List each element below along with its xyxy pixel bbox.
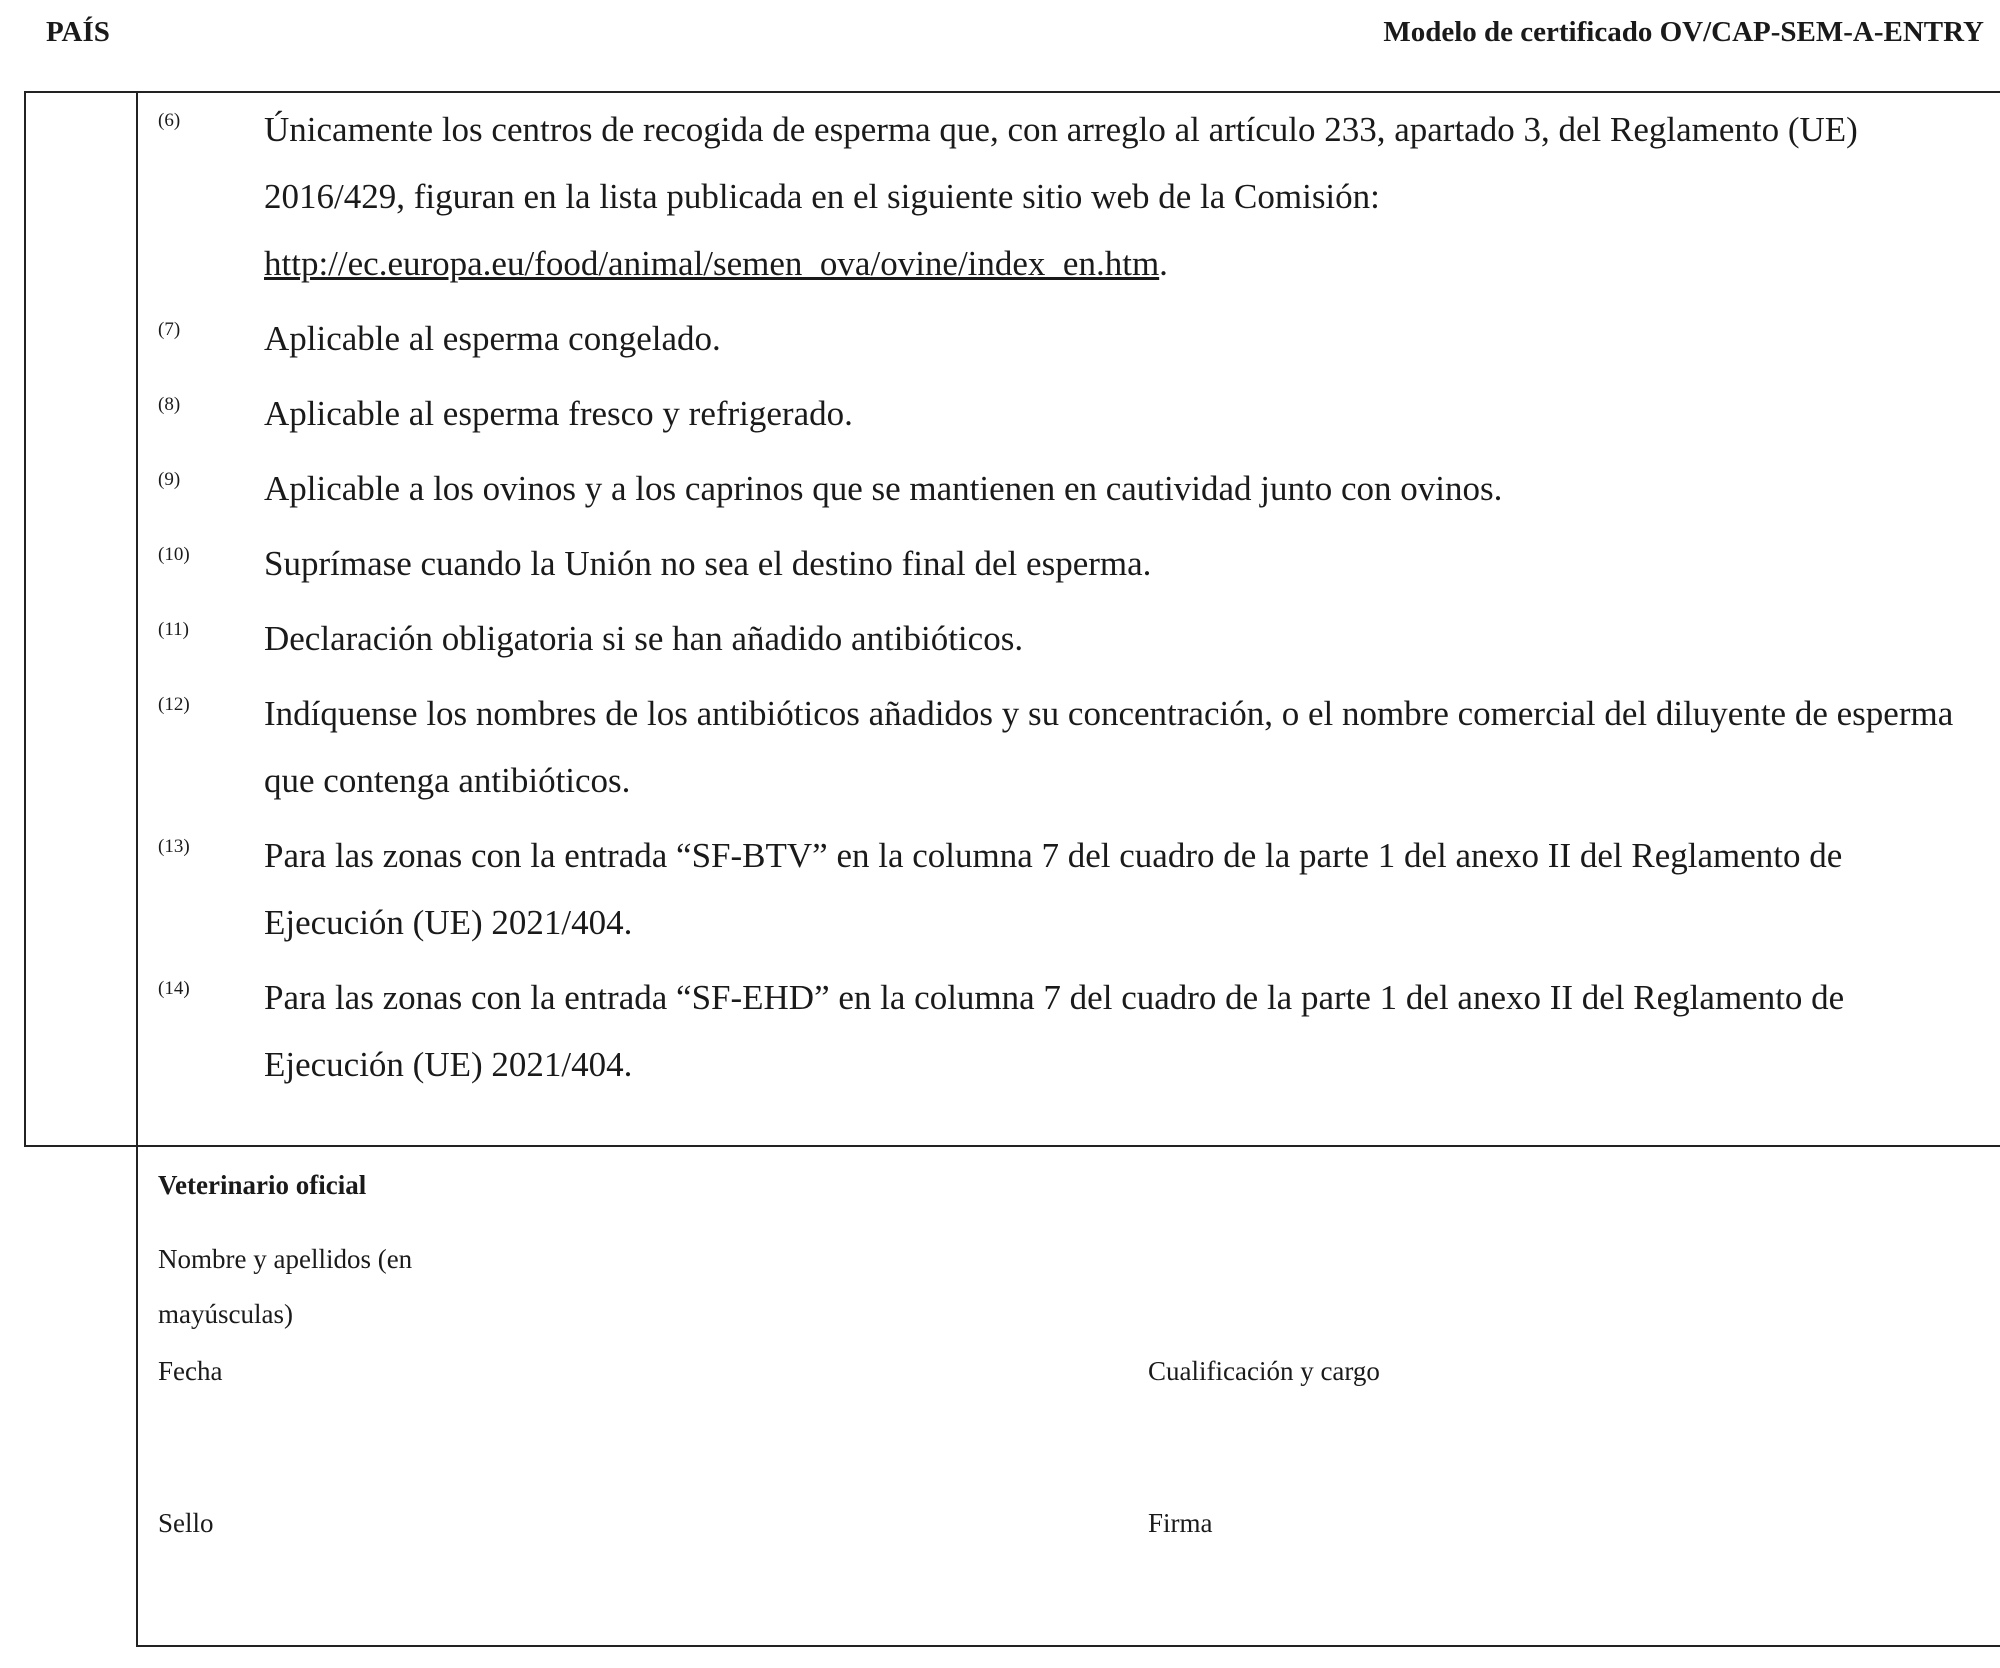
note-text: Declaración obligatoria si se han añadido antibióticos. [264,619,1024,658]
qualification-label: Cualificación y cargo [1148,1356,1380,1386]
seal-label: Sello [158,1508,214,1538]
note-text: Aplicable a los ovinos y a los caprinos que se mantienen en cautividad junto con ovinos. [264,469,1503,508]
note-13 [138,822,1978,956]
note-12 [138,680,1978,814]
note-number: (14) [158,978,190,999]
header-country: PAÍS [46,16,110,48]
note-14 [138,964,1978,1098]
note-text-end: . [1159,244,1168,283]
name-label: Nombre y apellidos (en mayúsculas) [158,1244,413,1329]
note-11 [138,605,1978,672]
commission-link[interactable]: http://ec.europa.eu/food/animal/semen_ova/ovine/index_en.htm [264,244,1160,283]
note-text: Aplicable al esperma fresco y refrigerado. [264,394,853,433]
note-number: (13) [158,836,190,857]
note-text: Suprímase cuando la Unión no sea el destino final del esperma. [264,544,1152,583]
note-8 [138,380,1978,447]
note-10 [138,530,1978,597]
note-number: (7) [158,319,181,340]
header-model: Modelo de certificado OV/CAP-SEM-A-ENTRY [1383,16,1984,48]
signature-label: Firma [1148,1508,1213,1538]
note-number: (6) [158,110,181,131]
note-number: (11) [158,619,189,640]
signature-box [136,1147,2000,1647]
note-9 [138,455,1978,522]
note-text: Indíquense los nombres de los antibióticos añadidos y su concentración, o el nombre comercial del diluyente de esperma que contenga antibióticos. [264,694,1954,800]
note-7 [138,305,1978,372]
notes-list [138,96,1978,1098]
note-number: (10) [158,544,190,565]
signature-title: Veterinario oficial [158,1170,367,1200]
note-text: Aplicable al esperma congelado. [264,319,721,358]
note-number: (9) [158,469,181,490]
note-text: Únicamente los centros de recogida de esperma que, con arreglo al artículo 233, apartado 3, del Reglamento (UE) 2016/429, figuran en la lista publicada en el siguiente sitio web de la Comisión: [264,110,1858,216]
note-number: (8) [158,394,181,415]
date-label: Fecha [158,1356,223,1386]
note-text: Para las zonas con la entrada “SF-BTV” en la columna 7 del cuadro de la parte 1 del anexo II del Reglamento de Ejecución (UE) 2021/404. [264,836,1843,942]
note-6 [138,96,1978,297]
note-text: Para las zonas con la entrada “SF-EHD” en la columna 7 del cuadro de la parte 1 del anexo II del Reglamento de Ejecución (UE) 2021/404. [264,978,1845,1084]
note-number: (12) [158,694,190,715]
